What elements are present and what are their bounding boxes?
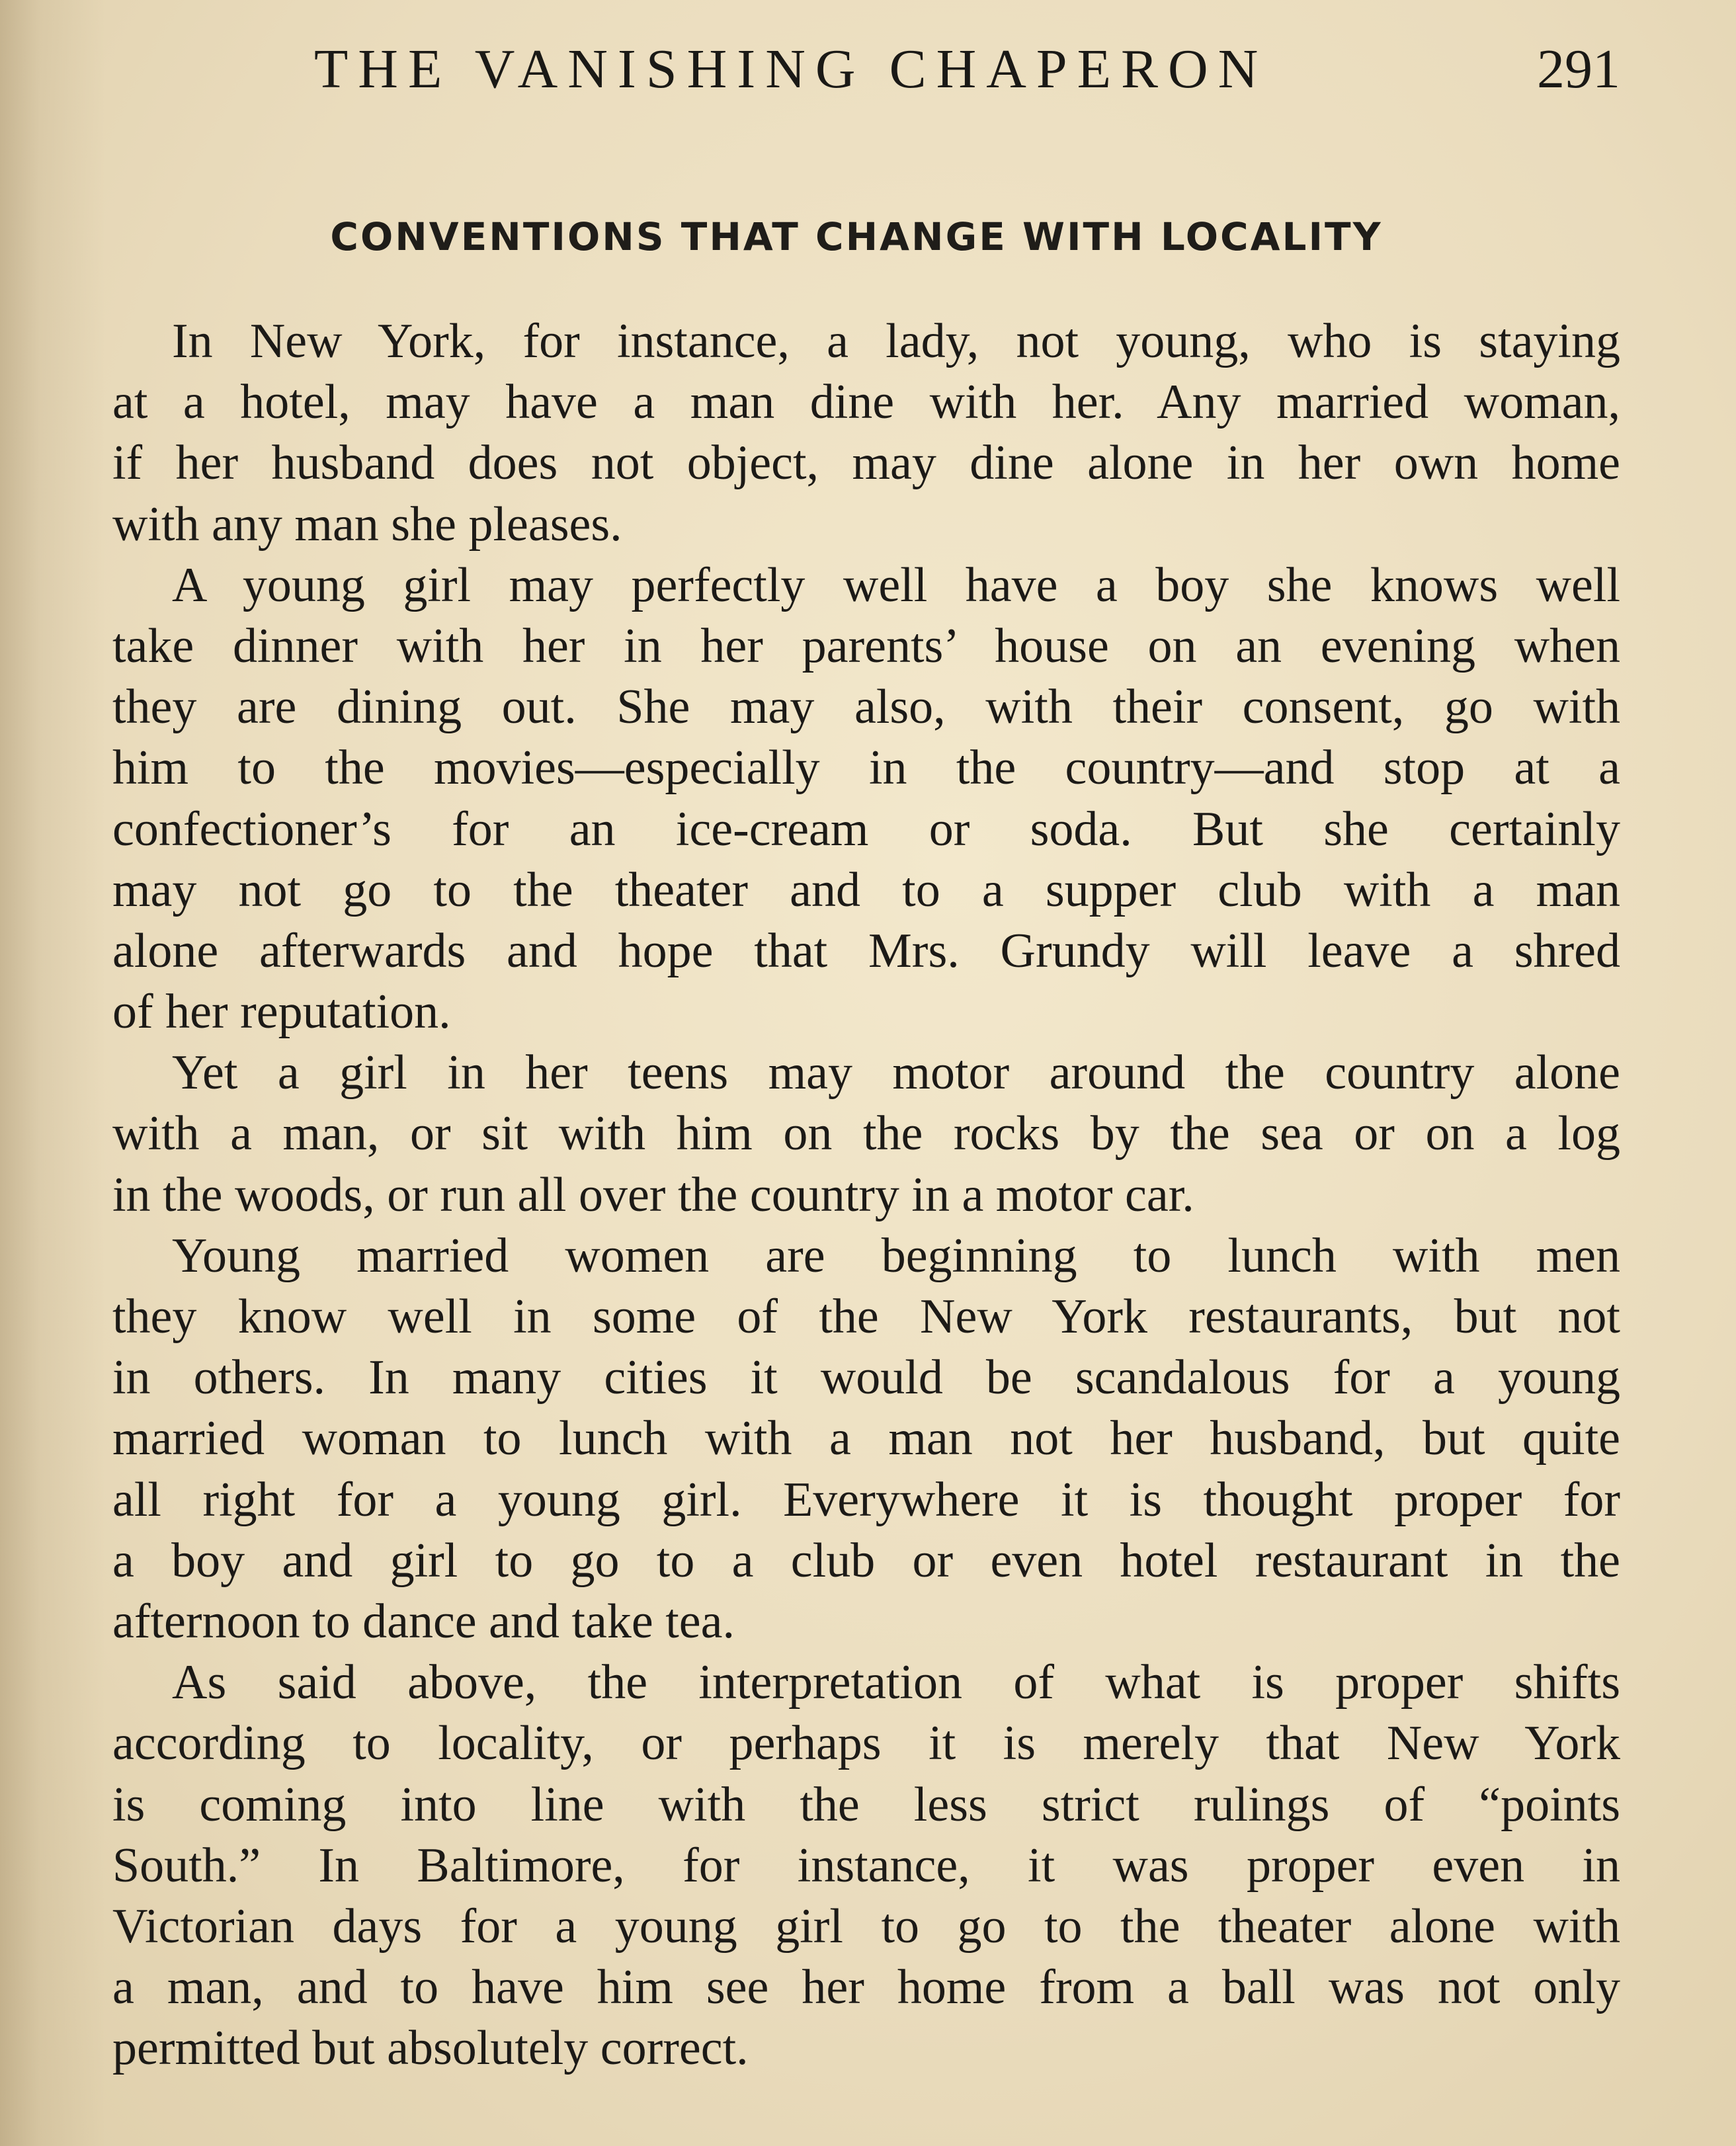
text-line: married woman to lunch with a man not her husband, but quite [112,1411,1620,1466]
running-title: THE VANISHING CHAPERON [314,38,1268,100]
text-line: according to locality, or perhaps it is merely that New York [112,1716,1620,1771]
text-line: may not go to the theater and to a supper club with a man [112,862,1620,917]
page-number: 291 [1537,38,1620,100]
text-line: take dinner with her in her parents’ house on an evening when [112,618,1620,673]
text-line: at a hotel, may have a man dine with her. Any married woman, [112,375,1620,430]
text-line: Yet a girl in her teens may motor around the country alone [172,1046,1620,1100]
text-line: him to the movies—especially in the country—and stop at a [112,741,1620,796]
text-line: a boy and girl to go to a club or even hotel restaurant in the [112,1533,1620,1588]
body-text [112,311,1620,2079]
text-line: permitted but absolutely correct. [112,2021,749,2076]
text-line: in the woods, or run all over the country in a motor car. [112,1167,1194,1222]
text-line: Victorian days for a young girl to go to the theater alone with [112,1899,1620,1954]
text-line: is coming into line with the less strict rulings of “points [112,1777,1620,1832]
text-line: if her husband does not object, may dine alone in her own home [112,436,1620,491]
text-line: As said above, the interpretation of what is proper shifts [172,1655,1620,1710]
running-head [112,33,1620,106]
text-line: South.” In Baltimore, for instance, it was proper even in [112,1838,1620,1893]
text-line: alone afterwards and hope that Mrs. Grundy will leave a shred [112,923,1620,978]
text-line: In New York, for instance, a lady, not young, who is staying [172,314,1620,368]
text-line: with a man, or sit with him on the rocks by the sea or on a log [112,1106,1620,1161]
text-line: they are dining out. She may also, with their consent, go with [112,680,1620,735]
text-line: a man, and to have him see her home from a ball was not only [112,1960,1620,2015]
text-line: with any man she pleases. [112,497,622,552]
text-line: confectioner’s for an ice-cream or soda. But she certainly [112,802,1620,856]
text-line: A young girl may perfectly well have a boy she knows well [172,557,1620,612]
text-line: of her reputation. [112,985,451,1040]
text-line: in others. In many cities it would be scandalous for a young [112,1350,1620,1405]
text-line: they know well in some of the New York restaurants, but not [112,1290,1620,1344]
section-heading: CONVENTIONS THAT CHANGE WITH LOCALITY [330,214,1383,259]
text-line: afternoon to dance and take tea. [112,1594,735,1649]
text-line: Young married women are beginning to lunch with men [172,1228,1620,1283]
text-line: all right for a young girl. Everywhere it is thought proper for [112,1472,1620,1527]
